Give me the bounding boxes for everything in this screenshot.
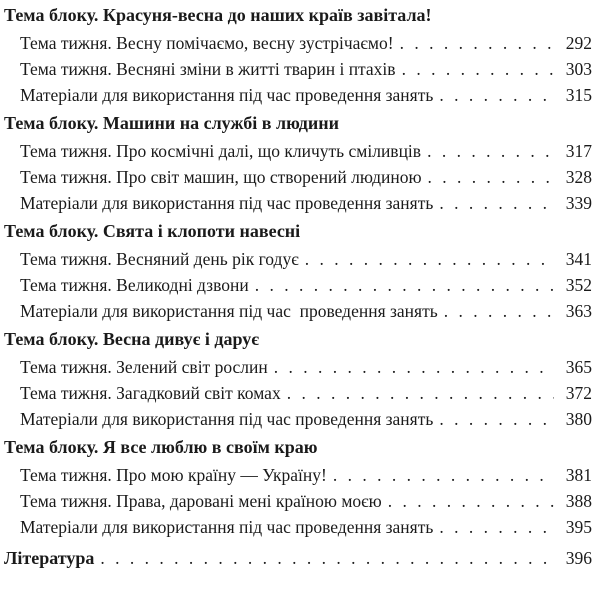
- toc-entry[interactable]: [4, 56, 592, 82]
- dot-leader: [388, 488, 554, 514]
- page-number: 380: [565, 409, 592, 429]
- toc-entry[interactable]: [4, 82, 592, 108]
- page-number: 388: [565, 491, 592, 511]
- toc-section: [4, 112, 592, 216]
- page-number: 303: [565, 59, 592, 79]
- block-title: Тема блоку. Я все люблю в своїм краю: [4, 437, 318, 457]
- entry-label: Література: [4, 548, 95, 568]
- entry-label: Матеріали для використання під час проведення занять: [20, 517, 434, 537]
- entry-label: Тема тижня. Зелений світ рослин: [20, 357, 268, 377]
- toc-section: [4, 220, 592, 324]
- page-number: 292: [565, 33, 592, 53]
- dot-leader: [274, 354, 554, 380]
- dot-leader: [255, 272, 554, 298]
- entry-label: Тема тижня. Про світ машин, що створений людиною: [20, 167, 422, 187]
- entry-label: Тема тижня. Весняний день рік годує: [20, 249, 299, 269]
- page-number: 352: [565, 275, 592, 295]
- toc-section: [4, 436, 592, 540]
- toc-entry[interactable]: [4, 488, 592, 514]
- toc-entry[interactable]: [4, 462, 592, 488]
- dot-leader: [439, 406, 554, 432]
- page-number: 381: [565, 465, 592, 485]
- block-title: Тема блоку. Свята і клопоти навесні: [4, 221, 301, 241]
- page-number: 372: [565, 383, 592, 403]
- toc-entry[interactable]: [4, 164, 592, 190]
- toc-entry[interactable]: [4, 30, 592, 56]
- dot-leader: [400, 30, 554, 56]
- dot-leader: [402, 56, 554, 82]
- toc-entry[interactable]: [4, 190, 592, 216]
- dot-leader: [333, 462, 554, 488]
- entry-label: Матеріали для використання під час проведення занять: [20, 409, 434, 429]
- block-title: Тема блоку. Весна дивує і дарує: [4, 329, 260, 349]
- dot-leader: [427, 138, 554, 164]
- page-number: 315: [565, 85, 592, 105]
- page-number: 365: [565, 357, 592, 377]
- dot-leader: [428, 164, 554, 190]
- toc-entry-literature[interactable]: [4, 546, 592, 570]
- entry-label: Матеріали для використання під час проведення занять: [20, 301, 438, 321]
- page-number: 363: [565, 301, 592, 321]
- toc-entry[interactable]: [4, 138, 592, 164]
- toc-entry[interactable]: [4, 354, 592, 380]
- entry-label: Тема тижня. Загадковий світ комах: [20, 383, 281, 403]
- page-number: 396: [565, 548, 592, 568]
- dot-leader: [439, 82, 554, 108]
- toc-entry[interactable]: [4, 406, 592, 432]
- dot-leader: [100, 546, 554, 570]
- toc-entry[interactable]: [4, 298, 592, 324]
- entry-label: Тема тижня. Права, даровані мені країною моєю: [20, 491, 382, 511]
- entry-label: Тема тижня. Весняні зміни в житті тварин і птахів: [20, 59, 396, 79]
- toc-entry[interactable]: [4, 514, 592, 540]
- page-number: 317: [565, 141, 592, 161]
- entry-label: Матеріали для використання під час проведення занять: [20, 193, 434, 213]
- toc-entry[interactable]: [4, 246, 592, 272]
- page-number: 395: [565, 517, 592, 537]
- toc-section: [4, 4, 592, 108]
- toc-entry[interactable]: [4, 380, 592, 406]
- dot-leader: [287, 380, 554, 406]
- dot-leader: [444, 298, 554, 324]
- block-title: Тема блоку. Машини на службі в людини: [4, 113, 340, 133]
- entry-label: Тема тижня. Весну помічаємо, весну зустрічаємо!: [20, 33, 394, 53]
- page-number: 328: [565, 167, 592, 187]
- entry-label: Тема тижня. Про космічні далі, що кличуть сміливців: [20, 141, 422, 161]
- page-number: 341: [565, 249, 592, 269]
- toc-entry[interactable]: [4, 272, 592, 298]
- dot-leader: [305, 246, 554, 272]
- block-title: Тема блоку. Красуня-весна до наших країв завітала!: [4, 5, 432, 25]
- page-number: 339: [565, 193, 592, 213]
- entry-label: Тема тижня. Великодні дзвони: [20, 275, 249, 295]
- toc-section: [4, 328, 592, 432]
- dot-leader: [439, 190, 554, 216]
- entry-label: Матеріали для використання під час проведення занять: [20, 85, 434, 105]
- entry-label: Тема тижня. Про мою країну — Україну!: [20, 465, 327, 485]
- dot-leader: [439, 514, 554, 540]
